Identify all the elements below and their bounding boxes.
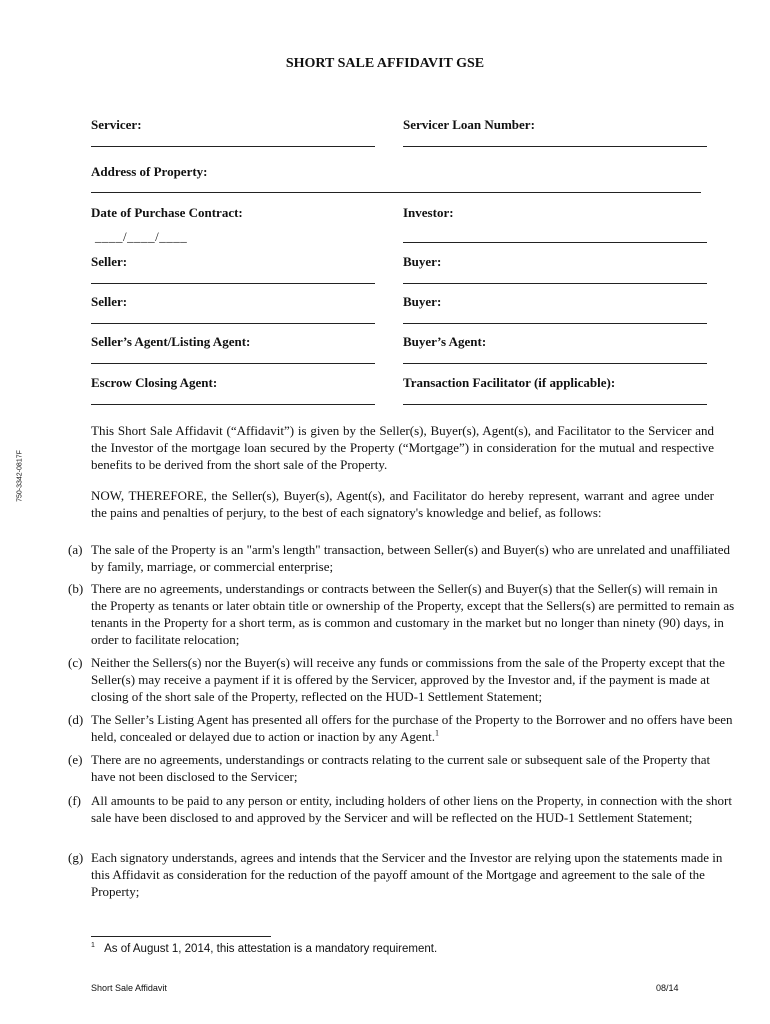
form-number-vertical: 750-3342-0817F — [16, 450, 24, 502]
date-of-purchase-contract-field[interactable]: ____/____/____ — [95, 229, 188, 244]
list-item-text: The sale of the Property is an "arm's length" transaction, between Seller(s) and Buyer(s) who are unrelated and unaffiliated by family, marriage, or commercial enterprise; — [91, 542, 731, 574]
footer-title: Short Sale Affidavit — [91, 983, 167, 993]
seller-1-label: Seller: — [91, 254, 128, 269]
escrow-closing-agent-label: Escrow Closing Agent: — [91, 375, 218, 390]
list-item-text: Neither the Sellers(s) nor the Buyer(s) will receive any funds or commissions from the sale of the Property except that the Seller(s) may receive a payment if it is offered by the Servicer, approved by the Investor and, if the payment is made at closing of the short sale of the Property, reflected on the HUD-1 Settlement Statement; — [91, 655, 725, 704]
buyers-agent-line[interactable] — [403, 363, 707, 364]
seller-2-line[interactable] — [91, 323, 375, 324]
servicer-loan-number-line[interactable] — [403, 146, 707, 147]
sellers-agent-line[interactable] — [91, 363, 375, 364]
transaction-facilitator-line[interactable] — [403, 404, 707, 405]
seller-1-line[interactable] — [91, 283, 375, 284]
list-item-d — [68, 711, 736, 745]
list-item-g — [68, 849, 736, 900]
buyers-agent-label: Buyer’s Agent: — [403, 334, 487, 349]
list-item-text: There are no agreements, understandings or contracts relating to the current sale or subsequent sale of the Property that have not been disclosed to the Servicer; — [91, 752, 711, 784]
buyer-1-label: Buyer: — [403, 254, 442, 269]
list-item-text: All amounts to be paid to any person or entity, including holders of other liens on the Property, in connection with the short sale have been disclosed to and approved by the Servicer and will be reflected on the HUD-1 Settlement Statement; — [91, 793, 732, 825]
address-of-property-line[interactable] — [91, 192, 701, 193]
footnote-number: 1 — [91, 942, 95, 950]
date-of-purchase-contract-label: Date of Purchase Contract: — [91, 205, 243, 220]
footnote — [91, 943, 437, 955]
list-item-a — [68, 541, 736, 575]
investor-line[interactable] — [403, 242, 707, 243]
seller-2-label: Seller: — [91, 294, 128, 309]
servicer-loan-number-label: Servicer Loan Number: — [403, 117, 535, 132]
intro-paragraph: This Short Sale Affidavit (“Affidavit”) is given by the Seller(s), Buyer(s), Agent(s), and Facilitator to the Servicer and the Investor of the mortgage loan secured by the Property (“Mortgage”) in consideration for the mutual and respective benefits to be derived from the short sale of the Property. — [91, 423, 714, 472]
list-item-text: Each signatory understands, agrees and intends that the Servicer and the Investor are relying upon the statements made in this Affidavit as consideration for the reduction of the payoff amount of the Mortgage and agreement to the sale of the Property; — [91, 850, 723, 899]
servicer-line[interactable] — [91, 146, 375, 147]
footnote-divider — [91, 936, 271, 937]
list-item-label: (c) — [68, 655, 83, 670]
buyer-2-label: Buyer: — [403, 294, 442, 309]
footnote-text: As of August 1, 2014, this attestation is a mandatory requirement. — [104, 943, 438, 955]
footer-date: 08/14 — [656, 983, 679, 993]
whereas-paragraph: NOW, THEREFORE, the Seller(s), Buyer(s), Agent(s), and Facilitator do hereby represent, warrant and agree under the pains and penalties of perjury, to the best of each signatory's knowledge and belief, as follows: — [91, 488, 714, 520]
buyer-2-line[interactable] — [403, 323, 707, 324]
list-item-c — [68, 654, 736, 705]
transaction-facilitator-label: Transaction Facilitator (if applicable): — [403, 375, 616, 390]
investor-label: Investor: — [403, 205, 454, 220]
list-item-e — [68, 751, 736, 785]
list-item-label: (g) — [68, 850, 84, 865]
list-item-label: (e) — [68, 752, 83, 767]
servicer-label: Servicer: — [91, 117, 142, 132]
address-of-property-label: Address of Property: — [91, 164, 208, 179]
list-item-f — [68, 792, 736, 826]
sellers-agent-label: Seller’s Agent/Listing Agent: — [91, 334, 251, 349]
list-item-text: The Seller’s Listing Agent has presented all offers for the purchase of the Property to the Borrower and no offers have been held, concealed or delayed due to action or inaction by any Agent. — [91, 712, 733, 744]
buyer-1-line[interactable] — [403, 283, 707, 284]
footnote-reference[interactable]: 1 — [435, 728, 440, 738]
escrow-closing-agent-line[interactable] — [91, 404, 375, 405]
list-item-label: (b) — [68, 581, 84, 596]
list-item-text: There are no agreements, understandings or contracts between the Seller(s) and Buyer(s) that the Seller(s) will remain in the Property as tenants or later obtain title or ownership of the Property, except that the Sellers(s) are permitted to remain as tenants in the Property for a short term, as is common and customary in the market but no longer than ninety (90) days, in order to facilitate relocation; — [91, 581, 735, 647]
list-item-label: (f) — [68, 793, 81, 808]
list-item-b — [68, 580, 736, 648]
document-title: SHORT SALE AFFIDAVIT GSE — [285, 56, 485, 71]
list-item-label: (d) — [68, 712, 84, 727]
list-item-label: (a) — [68, 542, 83, 557]
